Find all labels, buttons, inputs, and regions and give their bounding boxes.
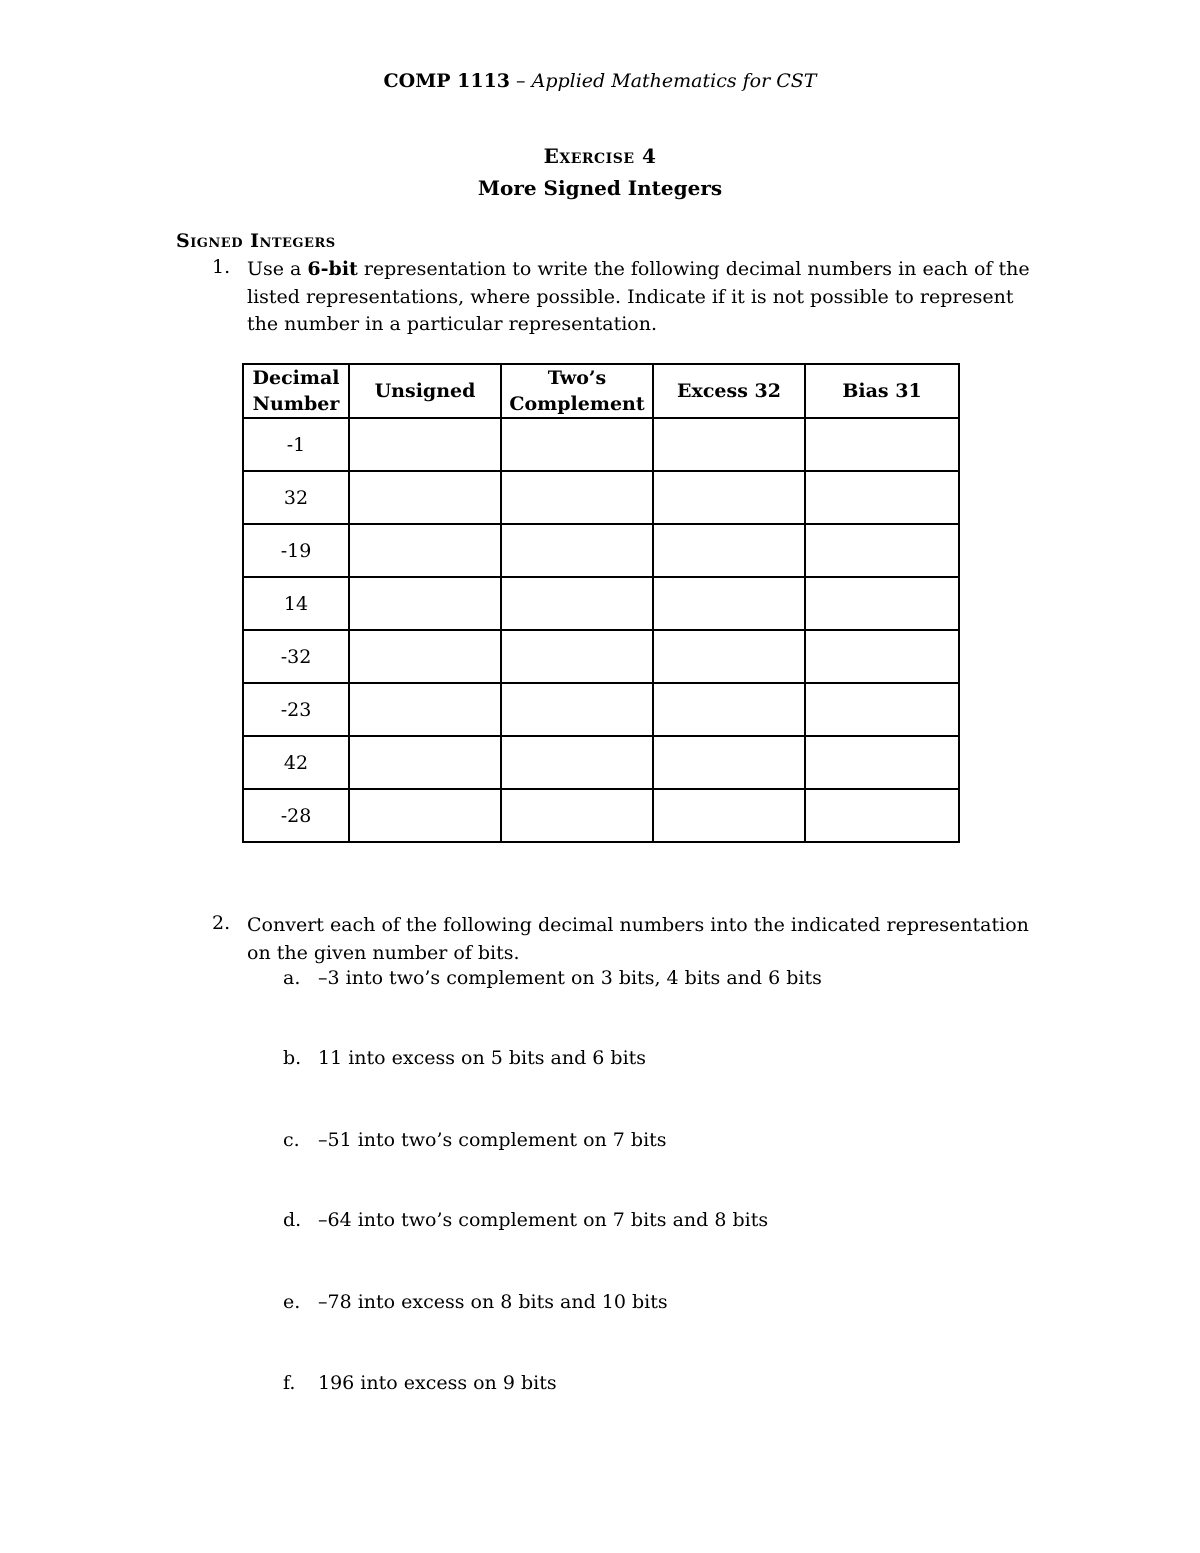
twos-complement-answer-cell[interactable] — [501, 736, 653, 789]
unsigned-answer-cell[interactable] — [349, 630, 501, 683]
table-row — [243, 736, 959, 789]
decimal-cell: -32 — [243, 630, 349, 683]
decimal-cell: -23 — [243, 683, 349, 736]
header-twos-complement: Two’s Complement — [501, 364, 653, 418]
table-row — [243, 524, 959, 577]
twos-complement-answer-cell[interactable] — [501, 630, 653, 683]
part-e-text: –78 into excess on 8 bits and 10 bits — [318, 1291, 668, 1313]
course-code: COMP 1113 — [383, 70, 511, 92]
decimal-cell: -1 — [243, 418, 349, 471]
table-row — [243, 471, 959, 524]
table-row — [243, 577, 959, 630]
part-a-letter: a. — [283, 967, 301, 989]
header-excess-32: Excess 32 — [653, 364, 805, 418]
part-d-letter: d. — [283, 1209, 302, 1231]
decimal-cell: 42 — [243, 736, 349, 789]
decimal-cell: -19 — [243, 524, 349, 577]
page-header — [0, 70, 1200, 92]
unsigned-answer-cell[interactable] — [349, 577, 501, 630]
twos-complement-answer-cell[interactable] — [501, 471, 653, 524]
decimal-cell: -28 — [243, 789, 349, 842]
exercise-subtitle: More Signed Integers — [477, 176, 723, 200]
question-2-text: Convert each of the following decimal numbers into the indicated representation on the given number of bits. — [247, 914, 1029, 964]
part-b-letter: b. — [283, 1047, 302, 1069]
twos-complement-answer-cell[interactable] — [501, 789, 653, 842]
bias-31-answer-cell[interactable] — [805, 736, 959, 789]
excess-32-answer-cell[interactable] — [653, 789, 805, 842]
part-f-text: 196 into excess on 9 bits — [318, 1372, 557, 1394]
decimal-cell: 14 — [243, 577, 349, 630]
section-heading: Signed Integers — [176, 230, 336, 252]
part-e-letter: e. — [283, 1291, 301, 1313]
part-c-text: –51 into two’s complement on 7 bits — [318, 1129, 667, 1151]
twos-complement-answer-cell[interactable] — [501, 577, 653, 630]
decimal-cell: 32 — [243, 471, 349, 524]
bias-31-answer-cell[interactable] — [805, 471, 959, 524]
part-b-text: 11 into excess on 5 bits and 6 bits — [318, 1047, 647, 1069]
excess-32-answer-cell[interactable] — [653, 683, 805, 736]
part-a-text: –3 into two’s complement on 3 bits, 4 bits and 6 bits — [318, 967, 822, 989]
unsigned-answer-cell[interactable] — [349, 736, 501, 789]
question-2-number: 2. — [212, 912, 231, 934]
bias-31-answer-cell[interactable] — [805, 683, 959, 736]
bias-31-answer-cell[interactable] — [805, 577, 959, 630]
question-1-text-after: representation to write the following decimal numbers in each of the listed representations, where possible. Indicate if it is not possible to represent the number in a particular representation. — [247, 258, 1030, 335]
excess-32-answer-cell[interactable] — [653, 418, 805, 471]
table-row — [243, 418, 959, 471]
unsigned-answer-cell[interactable] — [349, 418, 501, 471]
bias-31-answer-cell[interactable] — [805, 418, 959, 471]
part-c-letter: c. — [283, 1129, 300, 1151]
question-1-bit-width: 6-bit — [307, 258, 358, 280]
unsigned-answer-cell[interactable] — [349, 683, 501, 736]
excess-32-answer-cell[interactable] — [653, 577, 805, 630]
table-row — [243, 630, 959, 683]
bias-31-answer-cell[interactable] — [805, 524, 959, 577]
bias-31-answer-cell[interactable] — [805, 789, 959, 842]
question-1-text-before: Use a — [247, 258, 308, 280]
unsigned-answer-cell[interactable] — [349, 524, 501, 577]
representation-table — [242, 363, 960, 843]
unsigned-answer-cell[interactable] — [349, 471, 501, 524]
table-row — [243, 683, 959, 736]
unsigned-answer-cell[interactable] — [349, 789, 501, 842]
question-1-number: 1. — [212, 256, 231, 278]
excess-32-answer-cell[interactable] — [653, 630, 805, 683]
bias-31-answer-cell[interactable] — [805, 630, 959, 683]
header-decimal-number: Decimal Number — [243, 364, 349, 418]
part-f-letter: f. — [283, 1372, 296, 1394]
table-header-row — [243, 364, 959, 418]
header-bias-31: Bias 31 — [805, 364, 959, 418]
twos-complement-answer-cell[interactable] — [501, 683, 653, 736]
header-separator: – — [510, 70, 532, 92]
excess-32-answer-cell[interactable] — [653, 736, 805, 789]
twos-complement-answer-cell[interactable] — [501, 524, 653, 577]
table-row — [243, 789, 959, 842]
excess-32-answer-cell[interactable] — [653, 471, 805, 524]
part-d-text: –64 into two’s complement on 7 bits and 8 bits — [318, 1209, 769, 1231]
header-unsigned: Unsigned — [349, 364, 501, 418]
exercise-title: Exercise 4 — [543, 144, 657, 168]
course-name: Applied Mathematics for CST — [531, 70, 817, 92]
twos-complement-answer-cell[interactable] — [501, 418, 653, 471]
excess-32-answer-cell[interactable] — [653, 524, 805, 577]
question-1-text — [247, 256, 1047, 339]
